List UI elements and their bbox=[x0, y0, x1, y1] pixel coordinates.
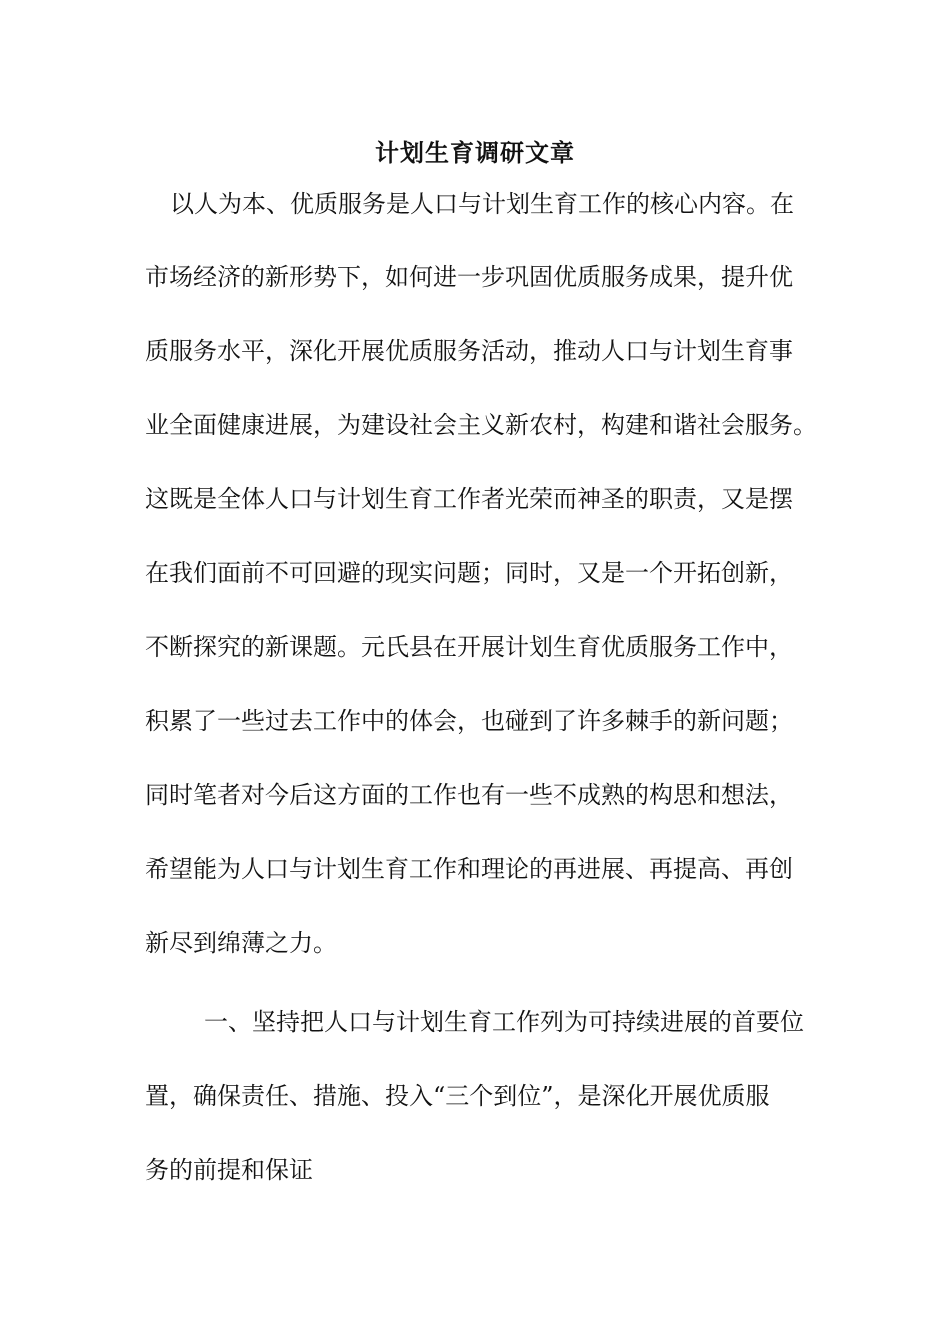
section-heading-line: 置，确保责任、措施、投入“三个到位”，是深化开展优质服 bbox=[145, 1082, 770, 1110]
section-heading-line: 一、坚持把人口与计划生育工作列为可持续进展的首要位 bbox=[204, 1008, 804, 1036]
section-heading-line: 务的前提和保证 bbox=[145, 1156, 313, 1184]
paragraph-line: 业全面健康进展，为建设社会主义新农村，构建和谐社会服务。 bbox=[145, 411, 817, 439]
paragraph-line: 质服务水平，深化开展优质服务活动，推动人口与计划生育事 bbox=[145, 337, 793, 365]
paragraph-line: 市场经济的新形势下，如何进一步巩固优质服务成果，提升优 bbox=[145, 263, 793, 291]
paragraph-line: 新尽到绵薄之力。 bbox=[145, 929, 337, 957]
paragraph-line: 以人为本、优质服务是人口与计划生育工作的核心内容。在 bbox=[170, 190, 794, 218]
paragraph-line: 在我们面前不可回避的现实问题；同时，又是一个开拓创新， bbox=[145, 559, 793, 587]
paragraph-line: 这既是全体人口与计划生育工作者光荣而神圣的职责，又是摆 bbox=[145, 485, 793, 513]
paragraph-line: 希望能为人口与计划生育工作和理论的再进展、再提高、再创 bbox=[145, 855, 793, 883]
document-title: 计划生育调研文章 bbox=[375, 138, 575, 167]
paragraph-line: 同时笔者对今后这方面的工作也有一些不成熟的构思和想法， bbox=[145, 781, 793, 809]
paragraph-line: 积累了一些过去工作中的体会，也碰到了许多棘手的新问题； bbox=[145, 707, 793, 735]
paragraph-line: 不断探究的新课题。元氏县在开展计划生育优质服务工作中， bbox=[145, 633, 793, 661]
